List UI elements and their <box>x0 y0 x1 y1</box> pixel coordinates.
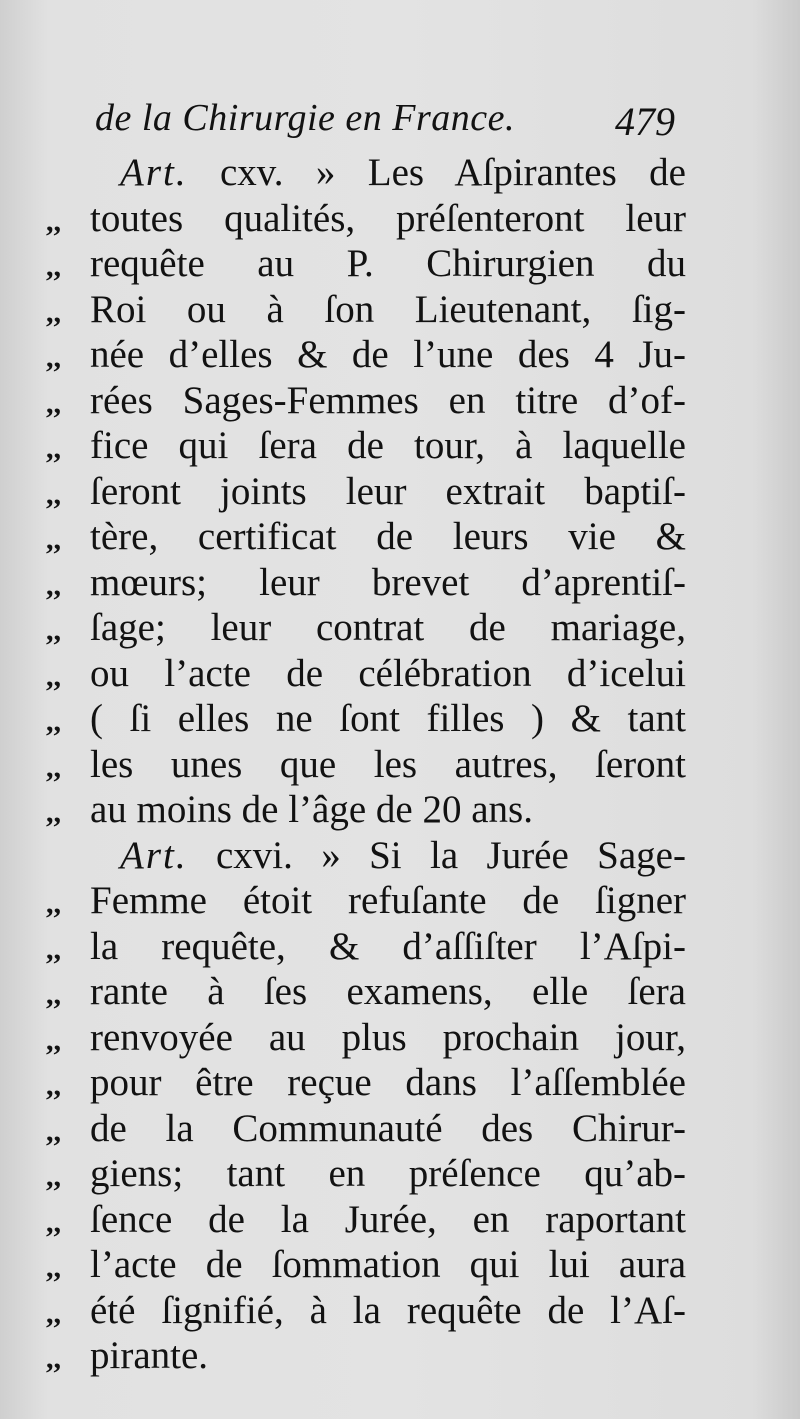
line-text <box>120 833 686 879</box>
line-text: requête au P. Chirurgien du <box>90 242 686 285</box>
quote-mark: ,, <box>46 978 61 1011</box>
line-text: rées Sages-Femmes en titre d’of- <box>90 378 686 422</box>
line-text: mœurs; leur brevet d’aprentiſ- <box>90 560 686 604</box>
quote-mark: ,, <box>46 1205 61 1239</box>
quote-mark: ,, <box>46 432 61 465</box>
quote-mark: ,, <box>46 1160 61 1193</box>
article-label: Art. <box>120 151 188 194</box>
line-text: tère, certificat de leurs vie & <box>90 515 686 558</box>
text-line <box>46 1015 686 1061</box>
text-line <box>46 969 686 1015</box>
quote-mark: ,, <box>46 614 61 647</box>
line-text: pour être reçue dans l’aſſemblée <box>90 1061 686 1104</box>
line-text: ( ſi elles ne ſont filles ) & tant <box>90 697 686 740</box>
line-text: pirante. <box>90 1334 209 1377</box>
quote-mark: ,, <box>46 659 61 693</box>
quote-mark: ,, <box>46 250 61 283</box>
article-text: » Si la Jurée Sage- <box>321 833 686 877</box>
quote-mark: ,, <box>46 796 61 829</box>
quote-mark: ,, <box>46 932 61 966</box>
quote-mark: ,, <box>46 1114 61 1148</box>
text-line <box>46 1060 686 1106</box>
text-line <box>46 469 686 515</box>
line-text: Femme étoit refuſante de ſigner <box>90 879 686 922</box>
text-line <box>46 742 686 788</box>
text-line <box>46 423 686 469</box>
page-number: 479 <box>615 99 675 144</box>
text-line <box>46 787 686 833</box>
text-line <box>46 241 686 287</box>
line-text: ſence de la Jurée, en raportant <box>90 1197 686 1241</box>
text-line <box>46 332 686 378</box>
article-heading-line <box>46 150 686 196</box>
article-number: cxvi. <box>187 833 322 877</box>
running-head: de la Chirurgie en France. <box>95 97 516 139</box>
text-line <box>46 1288 686 1334</box>
line-text <box>120 150 686 196</box>
line-text: de la Communauté des Chirur- <box>90 1106 686 1150</box>
line-text: ou l’acte de célébration d’icelui <box>90 651 686 695</box>
quote-mark: ,, <box>46 295 61 329</box>
quote-mark: ,, <box>46 705 61 738</box>
line-text: ſage; leur contrat de mariage, <box>90 606 686 649</box>
text-line <box>46 605 686 651</box>
quote-mark: ,, <box>46 887 61 920</box>
quote-mark: ,, <box>46 750 61 784</box>
line-text: toutes qualités, préſenteront leur <box>90 196 686 240</box>
text-line <box>46 1151 686 1197</box>
quote-mark: ,, <box>46 1023 61 1057</box>
quote-mark: ,, <box>46 523 61 556</box>
line-text: ſeront joints leur extrait baptiſ- <box>90 469 686 513</box>
quote-mark: ,, <box>46 1342 61 1375</box>
line-text: été ſignifié, à la requête de l’Aſ- <box>90 1288 686 1332</box>
article-label: Art. <box>120 833 188 877</box>
line-text: rante à ſes examens, elle ſera <box>90 970 686 1013</box>
text-line <box>46 560 686 606</box>
line-text: l’acte de ſommation qui lui aura <box>90 1243 686 1286</box>
quote-mark: ,, <box>46 1296 61 1330</box>
text-line <box>46 514 686 560</box>
text-line <box>46 1333 686 1379</box>
quote-mark: ,, <box>46 341 61 374</box>
line-text: giens; tant en préſence qu’ab- <box>90 1152 686 1195</box>
line-text: née d’elles & de l’une des 4 Ju- <box>90 333 686 376</box>
line-text: au moins de l’âge de 20 ans. <box>90 788 533 831</box>
line-text: les unes que les autres, ſeront <box>90 742 686 786</box>
text-line <box>46 924 686 970</box>
line-text: renvoyée au plus prochain jour, <box>90 1015 686 1059</box>
text-line <box>46 196 686 242</box>
text-line <box>46 696 686 742</box>
line-text: Roi ou à ſon Lieutenant, ſig- <box>90 287 686 331</box>
line-text: la requête, & d’aſſiſter l’Aſpi- <box>90 924 686 968</box>
quote-mark: ,, <box>46 568 61 602</box>
text-line <box>46 287 686 333</box>
quote-mark: ,, <box>46 204 61 238</box>
text-line <box>46 378 686 424</box>
text-line <box>46 1197 686 1243</box>
line-text: fice qui ſera de tour, à laquelle <box>90 424 686 467</box>
quote-mark: ,, <box>46 1251 61 1284</box>
article-number: cxv. <box>187 151 316 194</box>
text-line <box>46 1106 686 1152</box>
quote-mark: ,, <box>46 386 61 420</box>
quote-mark: ,, <box>46 1069 61 1102</box>
text-line <box>46 878 686 924</box>
page-header <box>95 96 685 148</box>
text-block <box>46 150 686 1379</box>
article-text: » Les Aſpirantes de <box>315 151 686 194</box>
text-line <box>46 1242 686 1288</box>
article-heading-line <box>46 833 686 879</box>
text-line <box>46 651 686 697</box>
quote-mark: ,, <box>46 477 61 511</box>
